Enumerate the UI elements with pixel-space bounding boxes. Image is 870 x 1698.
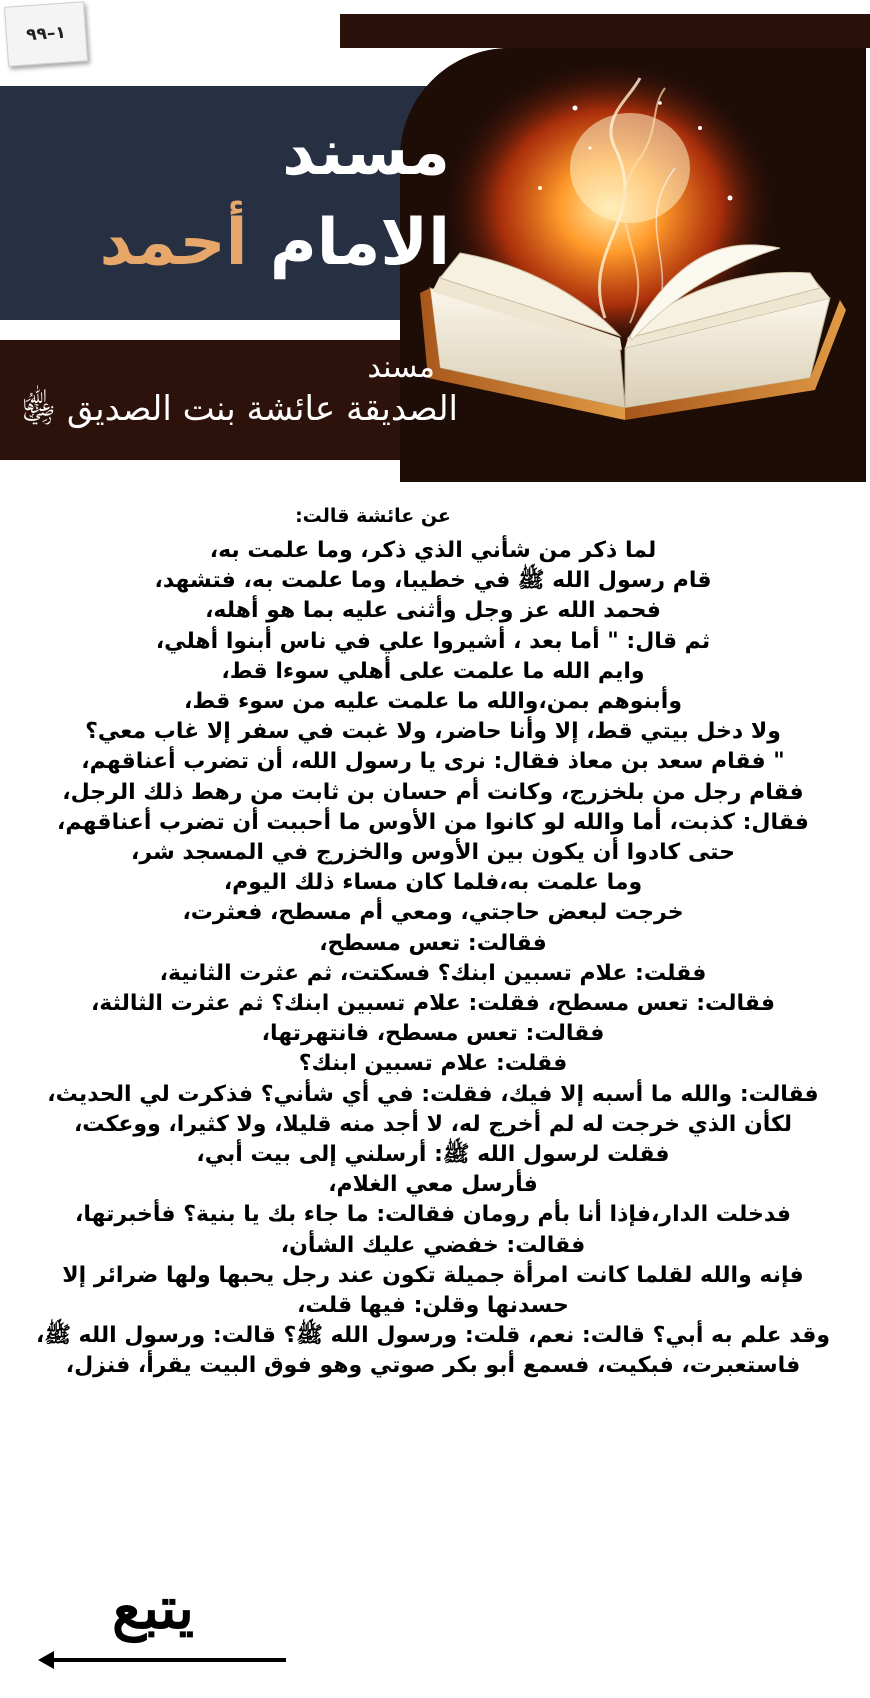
- arrow-left-icon: [36, 1648, 286, 1672]
- header-title: مسند: [282, 116, 450, 190]
- text-line: فإنه والله لقلما كانت امرأة جميلة تكون عند رجل يحبها ولها ضرائر إلا: [62, 1262, 804, 1288]
- text-line: وأبنوهم بمن،والله ما علمت عليه من سوء قط،: [183, 689, 682, 715]
- text-line: ولا دخل بيتي قط، إلا وأنا حاضر، ولا غبت في سفر إلا غاب معي؟: [85, 719, 781, 745]
- text-line: فقالت: والله ما أسبه إلا فيك، فقلت: في أي شأني؟ فذكرت لي الحديث،: [47, 1081, 819, 1107]
- book-image: [400, 48, 866, 482]
- text-line: " فقام سعد بن معاذ فقال: نرى يا رسول الله، أن تضرب أعناقهم،: [81, 749, 785, 775]
- header-title-line2: [100, 206, 450, 280]
- header-title-word-ahmad: أحمد: [99, 206, 248, 280]
- page-number-note: [4, 1, 88, 66]
- intro-line: عن عائشة قالت:: [295, 505, 451, 527]
- header-subtitle-2: الصديقة عائشة بنت الصديق ﵂: [21, 389, 458, 429]
- text-line: فدخلت الدار،فإذا أنا بأم رومان فقالت: ما جاء بك يا بنية؟ فأخبرتها،: [74, 1202, 792, 1228]
- text-line: فقالت: تعس مسطح، فانتهرتها،: [261, 1021, 605, 1047]
- text-line: فقلت: علام تسبين ابنك؟: [298, 1051, 568, 1077]
- book-illustration: [400, 48, 866, 482]
- header-subtitle-1: مسند: [367, 350, 435, 385]
- text-line: لما ذكر من شأني الذي ذكر، وما علمت به،: [209, 538, 657, 563]
- text-line: حسدنها وقلن: فيها قلت،: [297, 1293, 569, 1319]
- text-line: فقالت: تعس مسطح، فقلت: علام تسبين ابنك؟ ثم عثرت الثالثة،: [90, 991, 776, 1017]
- text-line: فاستعبرت، فبكيت، فسمع أبو بكر صوتي وهو فوق البيت يقرأ، فنزل،: [65, 1353, 801, 1379]
- text-line: فأرسل معي الغلام،: [328, 1172, 538, 1198]
- text-line: فقام رجل من بلخزرج، وكانت أم حسان بن ثابت من رهط ذلك الرجل،: [62, 779, 804, 805]
- header-banner: [0, 0, 870, 486]
- text-line: فقلت: علام تسبين ابنك؟ فسكتت، ثم عثرت الثانية،: [159, 960, 707, 986]
- hadith-text: [30, 496, 836, 1382]
- text-line: وما علمت به،فلما كان مساء ذلك اليوم،: [223, 870, 643, 896]
- text-line: فحمد الله عز وجل وأثنى عليه بما هو أهله،: [205, 598, 661, 624]
- text-line: لكأن الذي خرجت له لم أخرج له، لا أجد منه قليلا، ولا كثيرا، ووعكت،: [73, 1111, 793, 1137]
- header-top-bar: [340, 14, 870, 48]
- text-line: خرجت لبعض حاجتي، ومعي أم مسطح، فعثرت،: [182, 900, 684, 926]
- text-line: فقلت لرسول الله ﷺ: أرسلني إلى بيت أبي،: [196, 1142, 670, 1168]
- follow-label: يتبع: [112, 1574, 195, 1642]
- text-line: ثم قال: " أما بعد ، أشيروا علي في ناس أبنوا أهلي،: [155, 628, 711, 654]
- text-line: وايم الله ما علمت على أهلي سوءا قط،: [221, 658, 645, 684]
- header-title-word-imam: الامام: [269, 206, 450, 280]
- text-line: فقالت: تعس مسطح،: [319, 930, 547, 956]
- text-line: قام رسول الله ﷺ في خطيبا، وما علمت به، فتشهد،: [154, 568, 712, 594]
- text-line: فقال: كذبت، أما والله لو كانوا من الأوس ما أحببت أن تضرب أعناقهم،: [57, 809, 809, 835]
- text-line: حتى كادوا أن يكون بين الأوس والخزرج في المسجد شر،: [131, 840, 735, 866]
- page-number: ١–٩٩: [25, 22, 67, 46]
- text-line: وقد علم به أبي؟ قالت: نعم، قلت: ورسول الله ﷺ؟ قالت: ورسول الله ﷺ،: [35, 1323, 831, 1349]
- text-line: فقالت: خفضي عليك الشأن،: [280, 1232, 586, 1258]
